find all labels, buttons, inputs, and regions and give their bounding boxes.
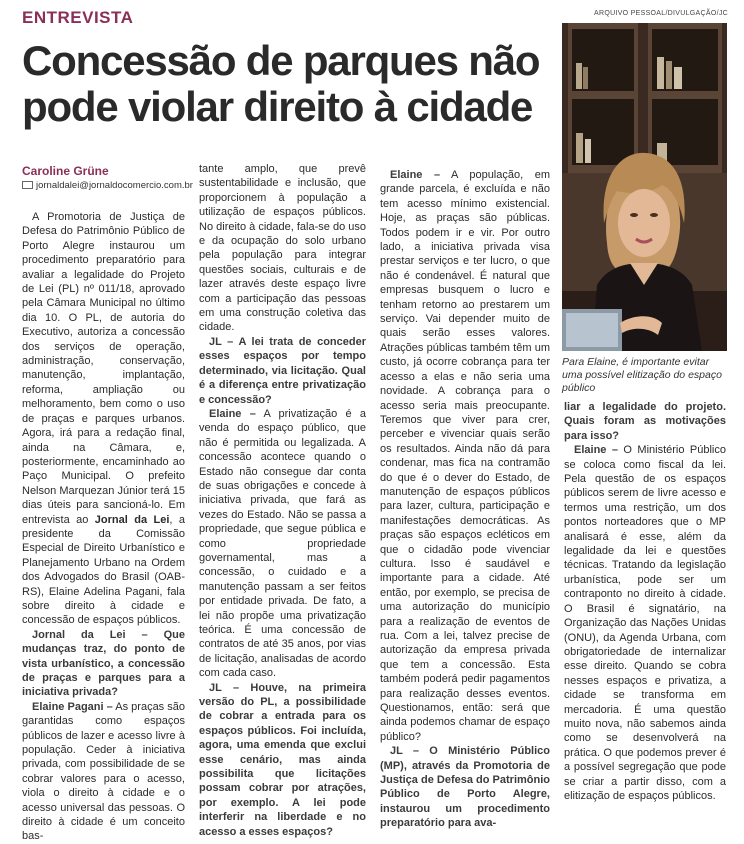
intro-paragraph [22,210,185,628]
newspaper-name: Jornal da Lei [94,513,170,526]
question-4: JL – O Ministério Público (MP), através da Promotoria de Justiça de Defesa do Patrimônio Público de Porto Alegre, instaurou um procedimento preparatório para ava- [380,745,550,830]
answer-text: As praças são garantidas como espaços públicos de lazer e acesso livre à população. Ceder à iniciativa privada, com possibilidade de se cobrar valores para o acesso, viola o direito à cidade e o acesso universal das pessoas. O direito à cidade é um conceito bas- [22,700,185,843]
question-2: JL – A lei trata de conceder esses espaços por tempo determinado, via licitação. Qual é a diferença entre privatização e concessão? [199,335,366,406]
headline: Concessão de parques não pode violar direito à cidade [22,37,540,130]
answer-2 [199,407,366,681]
answer-4 [564,443,726,803]
article-column-4 [564,400,726,803]
answer-1-continued: tante amplo, que prevê sustentabilidade e inclusão, que proporcionem à população a utilização de espaços públicos. No direito à cidade, fala-se do uso e da ocupação do solo urbano pela população para integrar questões sociais, culturais e de lazer através deste espaço livre com a participação das pessoas em uma construção coletiva das cidade. [199,163,366,334]
interviewee-photo [562,23,727,351]
answer-speaker: Elaine – [209,407,256,420]
answer-text: A privatização é a venda do espaço público, que não é permitida ou legalizada. A concessão acontece quando o Estado não consegue dar conta de suas obrigações e concede à iniciativa privada, que fará as vezes do Estado. Não se passa a propriedade, que segue pública e como propriedade governamental, mas a concessão, o cuidado e a manutenção passam a ser feitos por entidade privada. De fato, a lei não propõe uma privatização teórica. É uma concessão de contratos de até 35 anos, por vias de licitação, analisadas de acordo com cada caso. [199,407,367,680]
intro-text: A Promotoria de Justiça de Defesa do Patrimônio Público de Porto Alegre instaurou um procedimento preparatório para avaliar a legalidade do Projeto de Lei (PL) nº 011/18, aprovado pela Câmara Municipal no último dia 10. O PL, de autoria do Executivo, autoriza a concessão dos serviços de operação, administração, conservação, manutenção, implantação, reforma, ampliação ou melhoramento, bem como o uso de praças e parques urbanos. Agora, irá para a redação final, ainda na Câmara, e, posteriormente, encaminhado ao Paço Municipal. O prefeito Nelson Marquezan Júnior terá 15 dias úteis para sancioná-lo. Em entrevista ao [22,211,185,526]
intro-text-end: , a presidente da Comissão Especial de Direito Urbanístico e Planejamento Urbano na Ordem dos Advogados do Brasil (OAB-RS), Elaine Adelina Pagani, fala sobre direito à cidade e concessão de espaços públicos. [22,513,186,627]
author-email-text[interactable]: jornaldalei@jornaldocomercio.com.br [36,180,193,191]
section-label: ENTREVISTA [22,8,134,27]
question-4-continued: liar a legalidade do projeto. Quais foram as motivações para isso? [564,401,726,442]
author-email [22,180,193,191]
answer-text: O Ministério Público se coloca como fiscal da lei. Pela questão de os espaços públicos serem de livre acesso e termos uma restrição, um dos pontos norteadores que o MP analisará é esse, além da legalidade da lei e questões técnicas. Tratando da legislação urbanística, pode ser um contraponto no direito à cidade. O Brasil é signatário, na Organização das Nações Unidas (ONU), da Agenda Urbana, com obrigatoriedade de internalizar esse direito. Quando se cobra nesses espaços e privatiza, a cidade se transforma em mercadoria. É uma questão muito nova, não sabemos ainda como se desenvolverá na prática. O que podemos prever é a possível segregação que pode se criar a partir disso, com a elitização de espaços públicos. [564,444,726,802]
author-name: Caroline Grüne [22,164,109,178]
photo-caption: Para Elaine, é importante evitar uma possível elitização do espaço público [562,356,722,394]
article-column-2 [199,162,366,839]
question-1: Jornal da Lei – Que mudanças traz, do ponto de vista urbanístico, a concessão de praças e parques para a iniciativa privada? [22,628,185,699]
photo-credit: ARQUIVO PESSOAL/DIVULGAÇÃO/JC [594,10,728,17]
question-3: JL – Houve, na primeira versão do PL, a possibilidade de cobrar a entrada para os espaços públicos. Foi incluída, agora, uma emenda que exclui esse cenário, mas ainda possibilita que licitações possam cobrar por atrações, por exemplo. A lei pode interferir na liberdade e no acesso a esses espaços? [199,681,366,838]
answer-1 [22,700,185,844]
answer-text: A população, em grande parcela, é excluída e não tem acesso mínimo existencial. Hoje, as praças são públicas. Todos podem ir e vir. Por outro lado, a iniciativa privada visa prestar serviços e ter lucro, o que não é condenável. É natural que empresas busquem o lucro e tenham retorno ao prestarem um serviço. Vai depender muito de quais serão esses valores. Atrações públicas também têm um custo, já ocorre cobrança para ter acesso a elas e não seria uma novidade. A cobrança para o acesso seria mais preocupante. Teremos que viver para crer, perceber e vivenciar quais serão os resultados. Ainda não dá para condenar, mas fica na contramão do que é o dever do Estado, de manutenção de espaços públicos para lazer, cultura, participação e manifestações democráticas. As praças são espaços ecléticos em que o cidadão pode vivenciar cultura. Isso é saudável e importante para a cidade. Até então, por exemplo, se precisa de uma autorização do município para a realização de eventos de rua. Com a lei, talvez precise de autorização da empresa privada que tem a concessão. Esta também poderá pedir pagamentos para realização desses eventos. Questionamos, então: será que ainda podemos chamar de espaço público? [380,169,551,743]
envelope-icon [22,181,33,189]
article-column-3 [380,168,550,831]
answer-speaker: Elaine Pagani – [32,700,113,713]
answer-speaker: Elaine – [390,169,441,181]
answer-3 [380,168,550,744]
article-column-1 [22,210,185,844]
answer-speaker: Elaine – [574,444,618,457]
